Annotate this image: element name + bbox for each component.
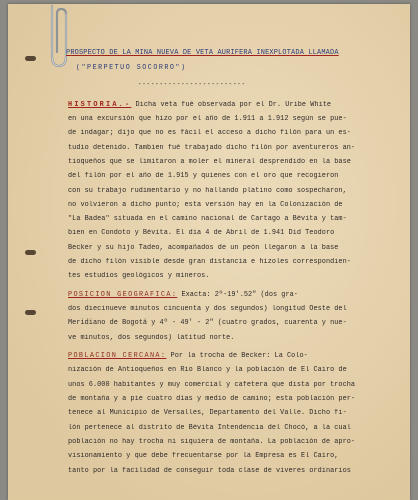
poblacion-line: unos 6.000 habitantes y muy comercial y cafetera que dista por trocha bbox=[68, 381, 356, 389]
posicion-line: Meridiano de Bogotá y 4º - 49' - 2" (cuatro grados, cuarenta y nue- bbox=[68, 319, 347, 327]
historia-line: tes estudios geológicos y mineros. bbox=[68, 272, 210, 280]
punch-hole bbox=[25, 250, 36, 255]
historia-line: no volvieron a dicho punto; esta versión hay en la Colonización de bbox=[68, 201, 343, 209]
poblacion-line: lón pertenece al distrito de Bévita Intendencia del Chocó, a la cual bbox=[68, 424, 351, 432]
historia-heading: HISTORIA.- bbox=[68, 101, 132, 109]
historia-line: de dicho filón visible desde gran distancia e hizoles correspondien- bbox=[68, 258, 351, 266]
historia-line: del filón por el año de 1.915 y quienes con el oro que recogieron bbox=[68, 172, 339, 180]
poblacion-heading: POBLACION CERCANA: bbox=[68, 352, 167, 360]
punch-hole bbox=[25, 310, 36, 315]
poblacion-line: de montaña y a pie cuatro días y medio de camino; esta población per- bbox=[68, 395, 356, 403]
poblacion-line: POBLACION CERCANA: Por la trocha de Becker: La Colo- bbox=[68, 352, 308, 360]
posicion-heading: POSICION GEOGRAFICA: bbox=[68, 291, 178, 299]
posicion-line: POSICION GEOGRAFICA: Exacta: 2º-19'.52" (dos gra- bbox=[68, 291, 298, 299]
document-page bbox=[8, 4, 410, 500]
poblacion-line: nización de Antioqueños en Rio Blanco y la población de El Cairo de bbox=[68, 366, 347, 374]
historia-line: de indagar; dijo que no es fácil el acceso a dicho filón para un es- bbox=[68, 129, 351, 137]
poblacion-line: tanto por la facilidad de conseguir toda clase de víveres ordinarios bbox=[68, 467, 351, 475]
punch-hole bbox=[25, 56, 36, 61]
historia-line: HISTORIA.- Dicha veta fué observada por el Dr. Uribe White bbox=[68, 101, 332, 109]
historia-line: bien en Condoto y Bévita. El día 4 de Abril de 1.941 Did Teodoro bbox=[68, 229, 335, 237]
poblacion-line: tenece al Municipio de Versalles, Departamento del Valle. Dicho fi- bbox=[68, 409, 347, 417]
historia-line: tioqueños que se limitaron a moler el mineral desprendido en la base bbox=[68, 158, 351, 166]
document-title: PROSPECTO DE LA MINA NUEVA DE VETA AURIFERA INEXPLOTADA LLAMADA bbox=[66, 49, 339, 57]
title-divider: ------------------------- bbox=[138, 81, 247, 89]
historia-line: tudio detenido. Tambien fué trabajado dicho filón por aventureros an- bbox=[68, 144, 356, 152]
historia-line: Becker y su hijo Tadeo, acompañados de un peón llegaron a la base bbox=[68, 244, 339, 252]
poblacion-line: visionamiento y que debe frecuentarse por la Empresa es El Cairo, bbox=[68, 452, 339, 460]
historia-line: en una excursión que hizo por el año de 1.911 a 1.912 según se pue- bbox=[68, 115, 347, 123]
posicion-line: dos diecinueve minutos cincuenta y dos segundos) longitud Oeste del bbox=[68, 305, 347, 313]
paperclip-icon bbox=[46, 4, 72, 70]
posicion-line: ve minutos, dos segundos) latitud norte. bbox=[68, 334, 235, 342]
document-subtitle: ("PERPETUO SOCORRO") bbox=[76, 64, 187, 72]
historia-line: con su trabajo rudimentario y no hallando platino como sospecharon, bbox=[68, 187, 347, 195]
historia-line: "La Badea" situada en el camino nacional de Cartago a Bévita y tam- bbox=[68, 215, 347, 223]
poblacion-line: población no hay trocha ni siquiera de montaña. La población de apro- bbox=[68, 438, 356, 446]
